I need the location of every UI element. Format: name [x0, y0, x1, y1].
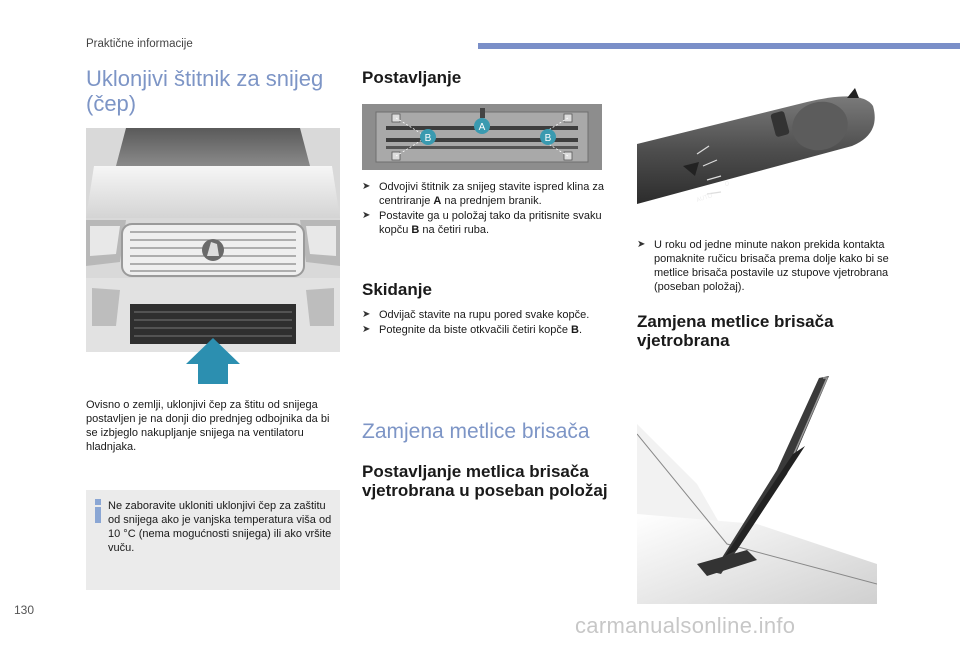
heading-skidanje: Skidanje: [362, 280, 432, 299]
bullet-marker-icon: ➤: [362, 324, 371, 335]
title-snow-guard: Uklonjivi štitnik za snijeg (čep): [86, 66, 324, 116]
list-item: ➤ U roku od jedne minute nakon prekida kontakta pomaknite ručicu brisača prema dolje kako bi se metlice brisača postavile uz stupove vjetrobrana (poseban položaj).: [637, 239, 889, 293]
info-icon: [93, 499, 103, 523]
label-a: A: [478, 122, 486, 133]
label-b-left: B: [424, 133, 432, 144]
notice-box: [86, 490, 340, 590]
bullet-marker-icon: ➤: [362, 210, 371, 221]
list-item: ➤ Postavite ga u položaj tako da pritisnite svaku kopču B na četiri ruba.: [362, 210, 602, 236]
wiper-blade-illustration: [637, 374, 877, 604]
snow-guard-paragraph: Ovisno o zemlji, uklonjivi čep za štitu od snijega postavljen je na donji dio prednjeg odbojnika da bi se izbjeglo nakupljanje snijega na ventilatoru hladnjaka.: [86, 399, 330, 453]
list-item: ➤ Odvojivi štitnik za snijeg stavite ispred klina za centriranje A na prednjem branik.: [362, 181, 604, 207]
bullet-marker-icon: ➤: [362, 181, 371, 192]
heading-wiper-replacement: Zamjena metlice brisača: [362, 420, 590, 443]
wiper-position-list: [637, 238, 899, 295]
snow-guard-diagram: [362, 104, 602, 170]
skidanje-list: [362, 308, 614, 338]
heading-postavljanje: Postavljanje: [362, 68, 462, 87]
list-item: ➤ Odvijač stavite na rupu pored svake kopče.: [362, 309, 590, 321]
bullet-marker-icon: ➤: [637, 239, 646, 250]
header-rule: [478, 43, 960, 49]
section-label: Praktične informacije: [86, 38, 193, 50]
watermark: carmanualsonline.info: [575, 613, 796, 638]
label-b-right: B: [544, 133, 552, 144]
bullet-marker-icon: ➤: [362, 309, 371, 320]
page-number: 130: [14, 603, 35, 617]
postavljanje-list: [362, 180, 614, 238]
wiper-stalk-illustration: [637, 84, 877, 234]
list-item: ➤ Potegnite da biste otkvačili četiri kopče B.: [362, 324, 583, 336]
car-front-illustration: [86, 128, 340, 384]
notice-text: Ne zaboravite ukloniti uklonjivi čep za zaštitu od snijega ako je vanjska temperatura viša od 10 °C (nema mogućnosti snijega) ili ako vršite vuču.: [108, 500, 332, 554]
stalk-mark-auto: AUTO: [695, 193, 714, 204]
heading-wiper-special-position: Postavljanje metlica brisača vjetrobrana u poseban položaj: [362, 462, 608, 500]
heading-blade-replacement: Zamjena metlice brisača vjetrobrana: [637, 312, 834, 350]
stalk-mark-zero: 0: [725, 181, 729, 188]
